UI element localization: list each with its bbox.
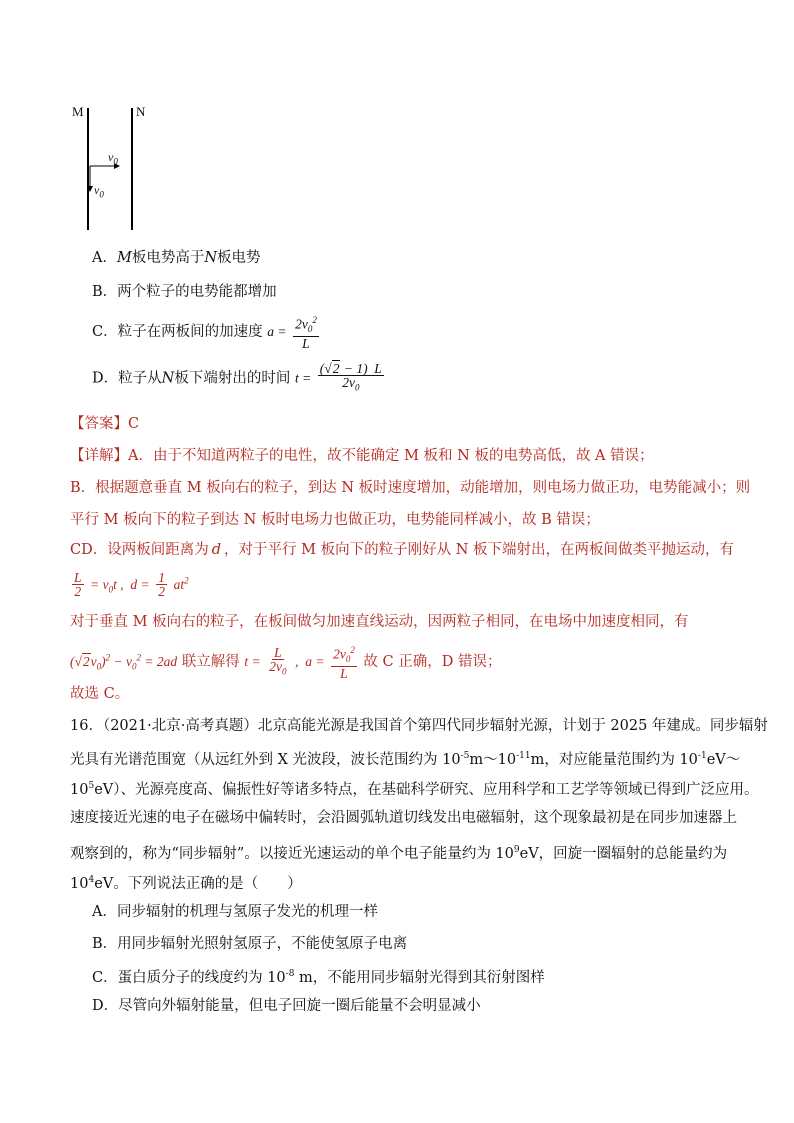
velocity-right-label: $v_0$ bbox=[108, 150, 118, 167]
detail-equations-2: $(√2v_0)^2 - v_0^2 = 2ad$ 联立解得 t = $\frac{L}{2v_0}$ , a = $\frac{2v_0^2}{L}$ 故 C 正确，D 错误； bbox=[70, 644, 502, 682]
q16-option-a: A．同步辐射的机理与氢原子发光的机理一样 bbox=[92, 904, 378, 920]
formula-t: t = bbox=[294, 370, 312, 386]
q16-option-c: C．蛋白质分子的线度约为 $10^{-8}$ m，不能用同步辐射光得到其衍射图样 bbox=[92, 969, 545, 986]
q15-option-a: A．M板电势高于N板电势 bbox=[92, 250, 261, 266]
q16-line-1: 16．（2021·北京·高考真题）北京高能光源是我国首个第四代同步辐射光源，计划于 2025 年建成。同步辐射 bbox=[70, 718, 768, 734]
fraction-accel: $\frac{2v_0^2}{L}$ bbox=[295, 315, 317, 352]
q16-line-3: $10^5eV$）、光源亮度高、偏振性好等诸多特点，在基础科学研究、应用科学和工艺学等领域已得到广泛应用。 bbox=[70, 781, 759, 798]
q16-option-d: D．尽管向外辐射能量，但电子回旋一圈后能量不会明显减小 bbox=[92, 998, 481, 1014]
fraction-solution-a: $\frac{2v_0^2}{L}$ bbox=[333, 645, 355, 682]
q16-line-4: 速度接近光速的电子在磁场中偏转时，会沿圆弧轨道切线发出电磁辐射，这个现象最初是在同步加速器上 bbox=[70, 810, 737, 826]
q16-line-5: 观察到的，称为“同步辐射”。以接近光速运动的单个电子能量约为 $10^9eV$，回旋一圈辐射的总能量约为 bbox=[70, 845, 728, 862]
detail-line-3: 平行 M 板向下的粒子到达 N 板时电场力也做正功，电势能同样减小，故 B 错误； bbox=[70, 512, 600, 528]
plate-n-label: N bbox=[136, 104, 146, 119]
answer-value: C bbox=[128, 416, 140, 432]
q16-line-6: $10^4eV$。下列说法正确的是（ ） bbox=[70, 875, 302, 892]
detail-line-8: 故选 C。 bbox=[70, 686, 130, 702]
plates-drawing bbox=[70, 100, 160, 240]
plate-m-label: M bbox=[72, 104, 84, 119]
velocity-down-label: $v_0$ bbox=[94, 183, 104, 200]
fraction-half-l: $\frac{L}{2}$ bbox=[74, 570, 82, 599]
fraction-time: $\frac{(√2 - 1) L}{2v_0}$ bbox=[319, 361, 382, 393]
formula-a: a = bbox=[267, 324, 287, 340]
detail-line-4: CD．设两板间距离为 d ，对于平行 M 板向下的粒子刚好从 N 板下端射出，在两板间做类平抛运动，有 bbox=[70, 542, 734, 558]
plates-diagram bbox=[70, 100, 160, 240]
fraction-solution-t: $\frac{L}{2v_0}$ bbox=[269, 644, 287, 677]
detail-equations-1: $\frac{L}{2}$ = $v_0t$ , d = $\frac{1}{2}$ $at^2$ bbox=[74, 570, 189, 599]
detail-line-1: 【详解】A．由于不知道两粒子的电性，故不能确定 M 板和 N 板的电势高低，故 A 错误； bbox=[70, 448, 654, 464]
detail-line-2: B．根据题意垂直 M 板向右的粒子，到达 N 板时速度增加，动能增加，则电场力做正功，电势能减小；则 bbox=[70, 480, 751, 496]
q16-line-2: 光具有光谱范围宽（从远红外到 X 光波段，波长范围约为 $10^{-5}m\sim 10^{-11}m$，对应能量范围约为 $10^{-1}eV\sim$ bbox=[70, 751, 741, 768]
q16-option-b: B．用同步辐射光照射氢原子，不能使氢原子电离 bbox=[92, 936, 408, 952]
q15-option-d: D．粒子从N板下端射出的时间 t = $\frac{(√2 - 1) L}{2v_0}$ bbox=[92, 361, 382, 393]
q15-option-c: C．粒子在两板间的加速度 a = $\frac{2v_0^2}{L}$ bbox=[92, 315, 317, 352]
answer-label: 【答案】 bbox=[70, 416, 128, 432]
answer-line bbox=[70, 414, 139, 434]
detail-line-6: 对于垂直 M 板向右的粒子，在板间做匀加速直线运动，因两粒子相同，在电场中加速度相同，有 bbox=[70, 614, 689, 630]
q15-option-b: B．两个粒子的电势能都增加 bbox=[92, 284, 277, 300]
fraction-half: $\frac{1}{2}$ bbox=[158, 570, 165, 599]
